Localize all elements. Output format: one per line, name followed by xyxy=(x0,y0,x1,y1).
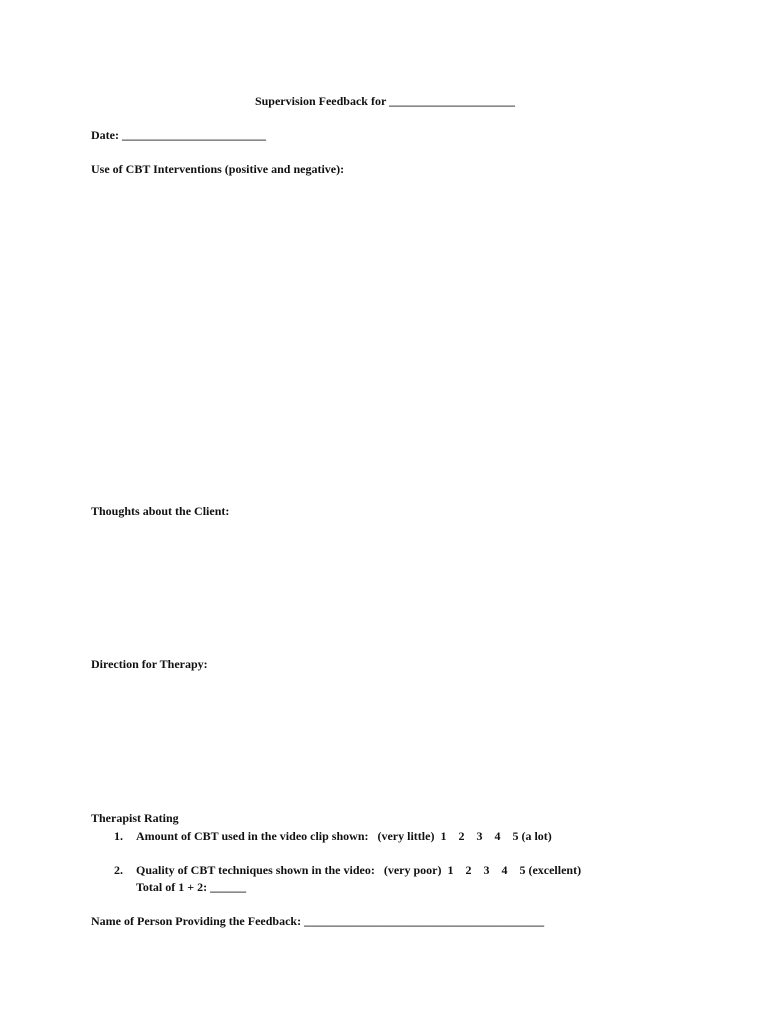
direction-response-area xyxy=(91,677,681,797)
thoughts-response-area xyxy=(91,524,681,644)
rating-total-line: Total of 1 + 2: ______ xyxy=(136,880,247,894)
therapist-rating-heading: Therapist Rating xyxy=(91,811,179,825)
date-field-line: Date: ________________________ xyxy=(91,128,266,142)
feedback-provider-name-line: Name of Person Providing the Feedback: ________________________________________ xyxy=(91,914,545,928)
cbt-interventions-response-area xyxy=(91,182,681,492)
thoughts-about-client-label: Thoughts about the Client: xyxy=(91,504,230,518)
rating-item-amount-of-cbt: Amount of CBT used in the video clip shown: (very little) 1 2 3 4 5 (a lot) xyxy=(136,829,552,843)
rating-item-number: 2. xyxy=(114,863,123,877)
cbt-interventions-label: Use of CBT Interventions (positive and negative): xyxy=(91,162,345,176)
direction-for-therapy-label: Direction for Therapy: xyxy=(91,657,208,671)
rating-item-quality-of-cbt: Quality of CBT techniques shown in the video: (very poor) 1 2 3 4 5 (excellent) xyxy=(136,863,582,877)
form-title: Supervision Feedback for _____________________ xyxy=(254,94,516,108)
rating-item-number: 1. xyxy=(114,829,123,843)
